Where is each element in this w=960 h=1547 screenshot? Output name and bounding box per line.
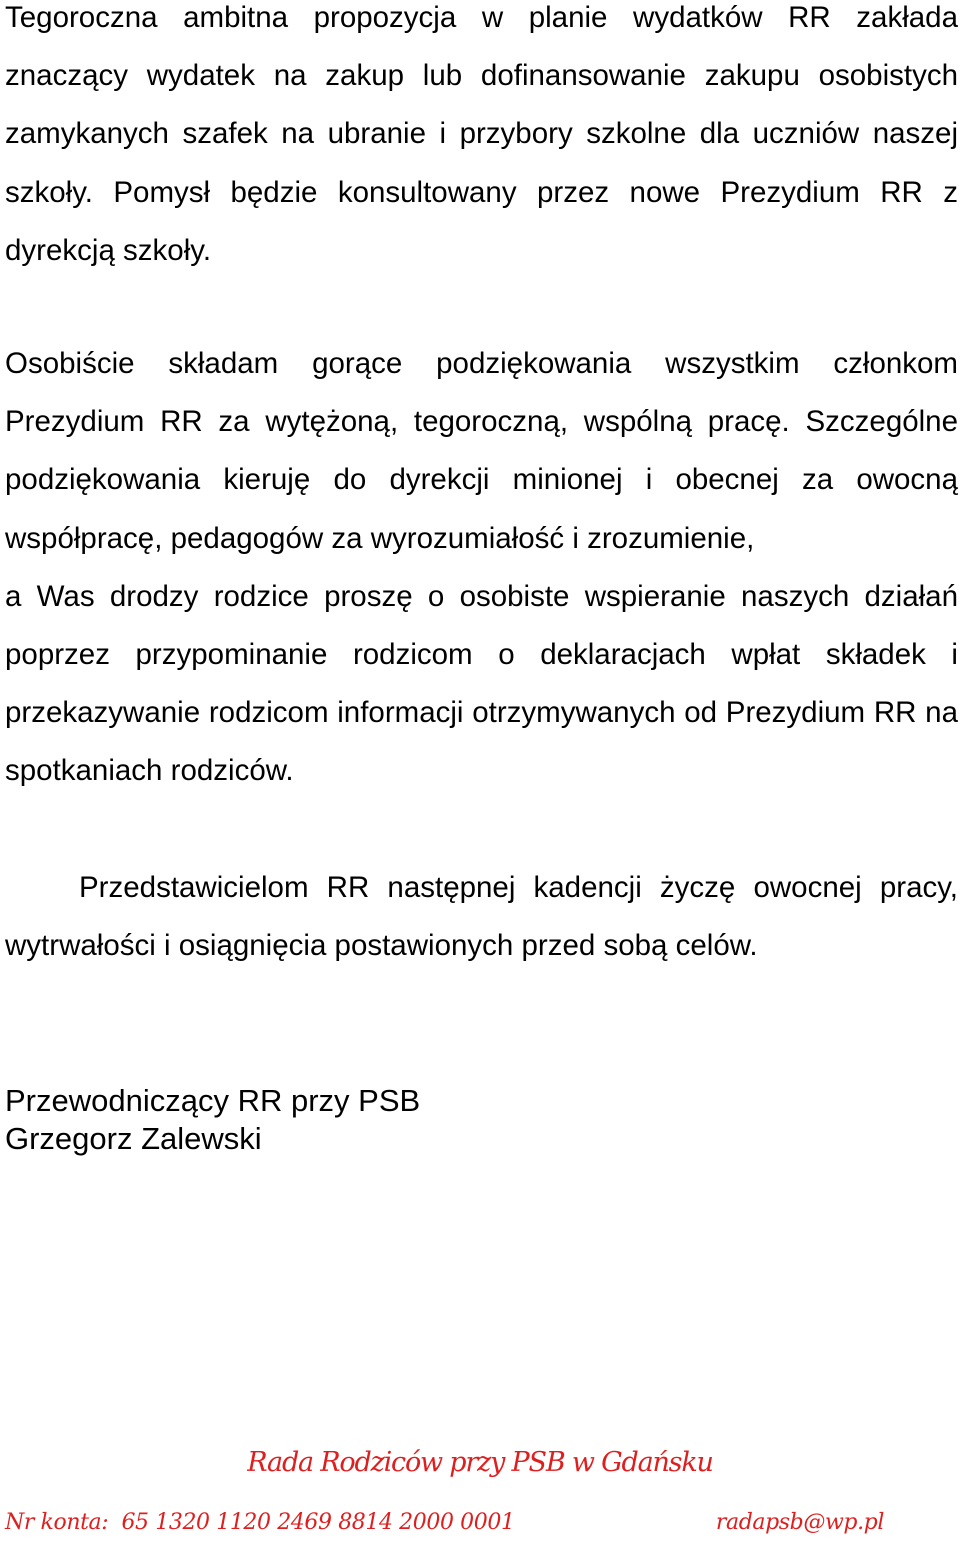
paragraph-text: Tegoroczna ambitna propozycja w planie wydatków RR zakłada znaczący wydatek na zakup lub dofinansowanie zakupu osobistych zamykanych szafek na ubranie i przybory szkolne dla uczniów naszej szkoły. Pomysł będzie konsultowany przez nowe Prezydium RR z dyrekcją szkoły. xyxy=(5,1,958,267)
paragraph-text: Osobiście składam gorące podziękowania wszystkim członkom Prezydium RR za wytężoną, tegoroczną, wspólną pracę. Szczególne podziękowania kieruję do dyrekcji minionej i obecnej za owocną współpracę, pedagogów za wyrozumiałość i zrozumienie, xyxy=(5,347,958,555)
signature-role: Przewodniczący RR przy PSB xyxy=(5,1083,421,1118)
paragraph-text: a Was drodzy rodzice proszę o osobiste wspieranie naszych działań poprzez przypominanie rodzicom o deklaracjach wpłat składek i przekazywanie rodzicom informacji otrzymywanych od Prezydium RR na spotkaniach rodziców. xyxy=(5,579,958,788)
paragraph-wishes xyxy=(5,859,958,975)
paragraph-text: Przedstawicielom RR następnej kadencji życzę owocnej pracy, wytrwałości i osiągnięcia postawionych przed sobą celów. xyxy=(5,871,958,963)
footer-bank-account: Nr konta: 65 1320 1120 2469 8814 2000 0001 xyxy=(5,1510,515,1535)
signature-block xyxy=(5,1082,420,1158)
footer-email[interactable]: radapsb@wp.pl xyxy=(715,1510,884,1535)
footer-organization: Rada Rodziców przy PSB w Gdańsku xyxy=(247,1447,713,1478)
signature-name: Grzegorz Zalewski xyxy=(5,1121,262,1156)
paragraph-budget-proposal xyxy=(5,0,958,280)
paragraph-thanks xyxy=(5,335,958,801)
